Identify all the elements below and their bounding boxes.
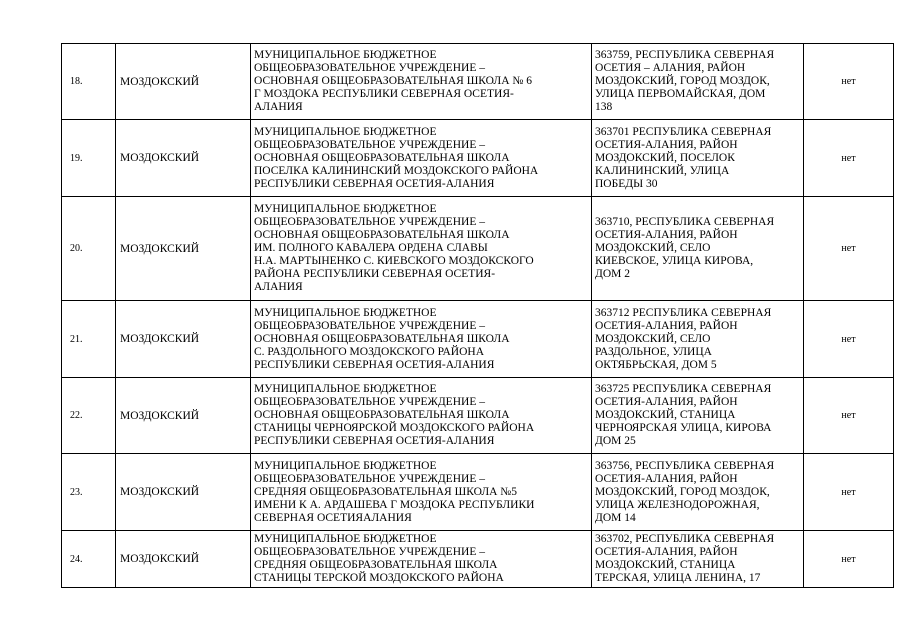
address-cell: 363756, РЕСПУБЛИКА СЕВЕРНАЯ ОСЕТИЯ-АЛАНИЯ, РАЙОН МОЗДОКСКИЙ, ГОРОД МОЗДОК, УЛИЦА ЖЕЛЕЗНОДОРОЖНАЯ, ДОМ 14	[592, 454, 804, 531]
row-number: 21.	[62, 301, 116, 378]
schools-table	[61, 43, 894, 588]
table-row	[62, 454, 894, 531]
school-name-cell: МУНИЦИПАЛЬНОЕ БЮДЖЕТНОЕ ОБЩЕОБРАЗОВАТЕЛЬНОЕ УЧРЕЖДЕНИЕ – СРЕДНЯЯ ОБЩЕОБРАЗОВАТЕЛЬНАЯ ШКОЛА №5 ИМЕНИ К А. АРДАШЕВА Г МОЗДОКА РЕСПУБЛИКИ СЕВЕРНАЯ ОСЕТИЯАЛАНИЯ	[251, 454, 592, 531]
school-name-cell: МУНИЦИПАЛЬНОЕ БЮДЖЕТНОЕ ОБЩЕОБРАЗОВАТЕЛЬНОЕ УЧРЕЖДЕНИЕ – ОСНОВНАЯ ОБЩЕОБРАЗОВАТЕЛЬНАЯ ШКОЛА № 6 Г МОЗДОКА РЕСПУБЛИКИ СЕВЕРНАЯ ОСЕТИЯ- АЛАНИЯ	[251, 44, 592, 120]
row-number: 18.	[62, 44, 116, 120]
flag-cell: нет	[804, 44, 894, 120]
table-row	[62, 301, 894, 378]
table-row	[62, 531, 894, 588]
row-number: 23.	[62, 454, 116, 531]
table-row	[62, 197, 894, 301]
address-cell: 363701 РЕСПУБЛИКА СЕВЕРНАЯ ОСЕТИЯ-АЛАНИЯ, РАЙОН МОЗДОКСКИЙ, ПОСЕЛОК КАЛИНИНСКИЙ, УЛИЦА ПОБЕДЫ 30	[592, 120, 804, 197]
district-cell: МОЗДОКСКИЙ	[116, 120, 251, 197]
row-number: 24.	[62, 531, 116, 588]
row-number: 22.	[62, 378, 116, 454]
flag-cell: нет	[804, 454, 894, 531]
district-cell: МОЗДОКСКИЙ	[116, 454, 251, 531]
district-cell: МОЗДОКСКИЙ	[116, 301, 251, 378]
district-cell: МОЗДОКСКИЙ	[116, 378, 251, 454]
school-name-cell: МУНИЦИПАЛЬНОЕ БЮДЖЕТНОЕ ОБЩЕОБРАЗОВАТЕЛЬНОЕ УЧРЕЖДЕНИЕ – ОСНОВНАЯ ОБЩЕОБРАЗОВАТЕЛЬНАЯ ШКОЛА ИМ. ПОЛНОГО КАВАЛЕРА ОРДЕНА СЛАВЫ Н.А. МАРТЫНЕНКО С. КИЕВСКОГО МОЗДОКСКОГО РАЙОНА РЕСПУБЛИКИ СЕВЕРНАЯ ОСЕТИЯ- АЛАНИЯ	[251, 197, 592, 301]
flag-cell: нет	[804, 120, 894, 197]
table-row	[62, 120, 894, 197]
address-cell: 363702, РЕСПУБЛИКА СЕВЕРНАЯ ОСЕТИЯ-АЛАНИЯ, РАЙОН МОЗДОКСКИЙ, СТАНИЦА ТЕРСКАЯ, УЛИЦА ЛЕНИНА, 17	[592, 531, 804, 588]
district-cell: МОЗДОКСКИЙ	[116, 44, 251, 120]
flag-cell: нет	[804, 531, 894, 588]
school-name-cell: МУНИЦИПАЛЬНОЕ БЮДЖЕТНОЕ ОБЩЕОБРАЗОВАТЕЛЬНОЕ УЧРЕЖДЕНИЕ – ОСНОВНАЯ ОБЩЕОБРАЗОВАТЕЛЬНАЯ ШКОЛА СТАНИЦЫ ЧЕРНОЯРСКОЙ МОЗДОКСКОГО РАЙОНА РЕСПУБЛИКИ СЕВЕРНАЯ ОСЕТИЯ-АЛАНИЯ	[251, 378, 592, 454]
flag-cell: нет	[804, 301, 894, 378]
address-cell: 363712 РЕСПУБЛИКА СЕВЕРНАЯ ОСЕТИЯ-АЛАНИЯ, РАЙОН МОЗДОКСКИЙ, СЕЛО РАЗДОЛЬНОЕ, УЛИЦА ОКТЯБРЬСКАЯ, ДОМ 5	[592, 301, 804, 378]
table-row	[62, 378, 894, 454]
address-cell: 363759, РЕСПУБЛИКА СЕВЕРНАЯ ОСЕТИЯ – АЛАНИЯ, РАЙОН МОЗДОКСКИЙ, ГОРОД МОЗДОК, УЛИЦА ПЕРВОМАЙСКАЯ, ДОМ 138	[592, 44, 804, 120]
district-cell: МОЗДОКСКИЙ	[116, 197, 251, 301]
address-cell: 363725 РЕСПУБЛИКА СЕВЕРНАЯ ОСЕТИЯ-АЛАНИЯ, РАЙОН МОЗДОКСКИЙ, СТАНИЦА ЧЕРНОЯРСКАЯ УЛИЦА, КИРОВА ДОМ 25	[592, 378, 804, 454]
school-name-cell: МУНИЦИПАЛЬНОЕ БЮДЖЕТНОЕ ОБЩЕОБРАЗОВАТЕЛЬНОЕ УЧРЕЖДЕНИЕ – СРЕДНЯЯ ОБЩЕОБРАЗОВАТЕЛЬНАЯ ШКОЛА СТАНИЦЫ ТЕРСКОЙ МОЗДОКСКОГО РАЙОНА	[251, 531, 592, 588]
address-cell: 363710, РЕСПУБЛИКА СЕВЕРНАЯ ОСЕТИЯ-АЛАНИЯ, РАЙОН МОЗДОКСКИЙ, СЕЛО КИЕВСКОЕ, УЛИЦА КИРОВА, ДОМ 2	[592, 197, 804, 301]
row-number: 19.	[62, 120, 116, 197]
table-row	[62, 44, 894, 120]
row-number: 20.	[62, 197, 116, 301]
flag-cell: нет	[804, 378, 894, 454]
school-name-cell: МУНИЦИПАЛЬНОЕ БЮДЖЕТНОЕ ОБЩЕОБРАЗОВАТЕЛЬНОЕ УЧРЕЖДЕНИЕ – ОСНОВНАЯ ОБЩЕОБРАЗОВАТЕЛЬНАЯ ШКОЛА ПОСЕЛКА КАЛИНИНСКИЙ МОЗДОКСКОГО РАЙОНА РЕСПУБЛИКИ СЕВЕРНАЯ ОСЕТИЯ-АЛАНИЯ	[251, 120, 592, 197]
school-name-cell: МУНИЦИПАЛЬНОЕ БЮДЖЕТНОЕ ОБЩЕОБРАЗОВАТЕЛЬНОЕ УЧРЕЖДЕНИЕ – ОСНОВНАЯ ОБЩЕОБРАЗОВАТЕЛЬНАЯ ШКОЛА С. РАЗДОЛЬНОГО МОЗДОКСКОГО РАЙОНА РЕСПУБЛИКИ СЕВЕРНАЯ ОСЕТИЯ-АЛАНИЯ	[251, 301, 592, 378]
district-cell: МОЗДОКСКИЙ	[116, 531, 251, 588]
flag-cell: нет	[804, 197, 894, 301]
